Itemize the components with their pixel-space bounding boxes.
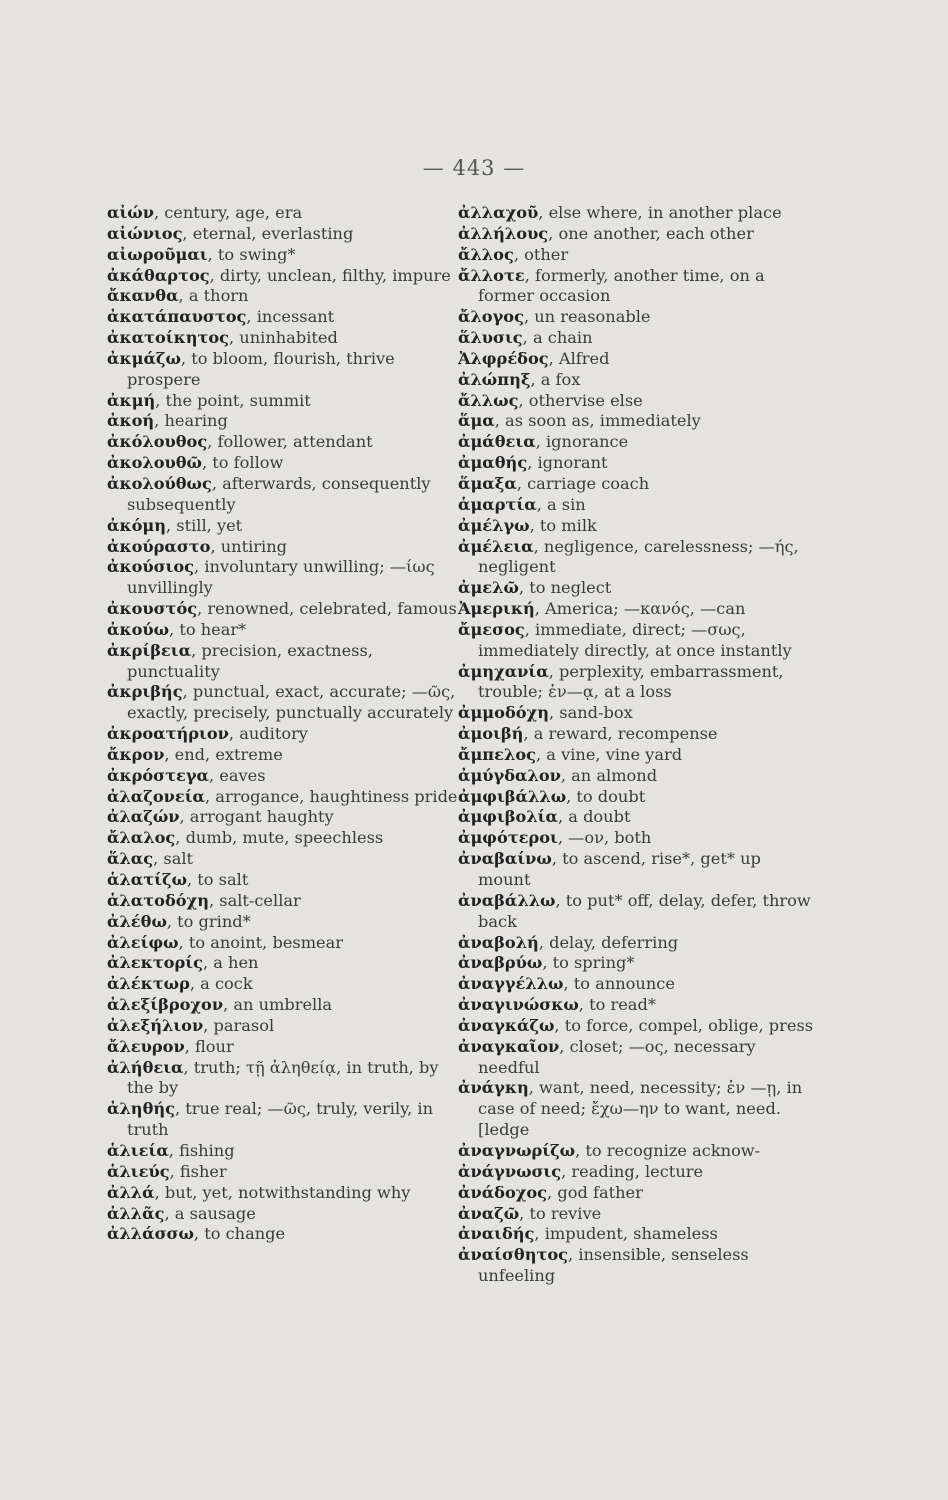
dictionary-entry — [458, 933, 818, 954]
dictionary-entry — [107, 328, 467, 349]
entry-gloss: , to grind* — [166, 911, 251, 931]
entry-gloss: , negligence, carelessness; —ής, negligent — [478, 536, 799, 577]
entry-gloss: , Alfred — [548, 348, 610, 368]
entry-gloss: , other — [513, 244, 569, 264]
entry-gloss: , dumb, mute, speechless — [175, 828, 384, 848]
dictionary-entry — [107, 870, 467, 891]
entry-headword: ἀκολούθως — [107, 473, 212, 493]
entry-gloss: , to force, compel, oblige, press — [554, 1015, 814, 1035]
entry-gloss: , to put* off, delay, defer, throw back — [478, 890, 811, 931]
entry-headword: ἀναγνωρίζω — [458, 1140, 576, 1160]
entry-gloss: , sand-box — [548, 703, 633, 723]
entry-headword: ἄλευρον — [107, 1036, 185, 1056]
dictionary-entry — [458, 1078, 818, 1141]
entry-gloss: , a fox — [530, 369, 581, 389]
dictionary-entry — [458, 432, 818, 453]
entry-headword: ἁλατίζω — [107, 870, 187, 889]
entry-headword: ἀκόμη — [107, 515, 167, 535]
entry-headword: ἅλυσις — [458, 328, 523, 348]
dictionary-entry — [107, 1162, 467, 1183]
entry-gloss: , untiring — [210, 536, 287, 556]
entry-headword: ἀναβαίνω — [458, 849, 552, 869]
entry-gloss: , to ascend, rise*, get* up mount — [478, 849, 761, 889]
dictionary-entry — [458, 474, 818, 495]
dictionary-entry — [107, 766, 467, 787]
entry-gloss: , to hear* — [169, 619, 247, 639]
entry-gloss: , auditory — [228, 724, 308, 744]
dictionary-entry — [458, 245, 818, 266]
entry-gloss: , flour — [184, 1036, 234, 1056]
dictionary-entry — [458, 1245, 818, 1287]
entry-gloss: , precision, exactness, punctuality — [127, 640, 373, 681]
entry-headword: ἀλαζονεία — [107, 786, 206, 806]
entry-gloss: , insensible, senseless unfeeling — [478, 1245, 749, 1286]
entry-headword: ἀμφότεροι — [458, 828, 558, 848]
entry-headword: ἀναιδής — [458, 1224, 535, 1244]
entry-headword: ἄλλως — [458, 390, 519, 410]
entry-headword: αἰώνιος — [107, 223, 183, 243]
dictionary-entry — [107, 307, 467, 328]
dictionary-entry — [107, 432, 467, 453]
entry-gloss: , eaves — [208, 765, 266, 785]
entry-gloss: , to anoint, besmear — [178, 932, 344, 952]
entry-gloss: , a doubt — [557, 807, 631, 827]
entry-headword: ἀναγγέλλω — [458, 974, 564, 994]
dictionary-entry — [458, 578, 818, 599]
page-number: — 443 — — [422, 156, 526, 180]
entry-headword: ἀναβολή — [458, 932, 539, 952]
dictionary-entry — [458, 849, 818, 891]
entry-gloss: , incessant — [246, 307, 335, 327]
entry-headword: ἀμαθής — [458, 453, 528, 473]
entry-gloss: , to milk — [529, 515, 597, 535]
dictionary-entry — [458, 516, 818, 537]
entry-headword: ἀκούω — [107, 619, 170, 639]
entry-gloss: , to recognize acknow- — [575, 1140, 761, 1160]
entry-gloss: , to doubt — [566, 786, 646, 806]
entry-headword: ἀμοιβή — [458, 724, 524, 744]
entry-headword: ἀκατάπαυστος — [107, 307, 247, 327]
dictionary-entry — [107, 1016, 467, 1037]
entry-headword: ἀμηχανία — [458, 661, 549, 681]
entry-headword: ἀμέλεια — [458, 536, 534, 556]
entry-headword: ἀλλᾶς — [107, 1203, 165, 1223]
entry-gloss: , a reward, recompense — [523, 724, 718, 744]
entry-headword: ἀλεκτορίς — [107, 953, 203, 973]
entry-gloss: , to bloom, flourish, thrive prospere — [127, 348, 395, 389]
dictionary-entry — [107, 203, 467, 224]
entry-headword: ἀλλαχοῦ — [458, 203, 539, 222]
entry-headword: ἅμαξα — [458, 473, 517, 493]
entry-headword: Ἀλφρέδος — [458, 348, 549, 368]
entry-headword: ἀλείφω — [107, 932, 179, 952]
entry-gloss: , reading, lecture — [561, 1161, 704, 1181]
entry-headword: αἰών — [107, 203, 154, 222]
entry-headword: ἀκροατήριον — [107, 724, 229, 744]
entry-gloss: , ignorant — [527, 453, 608, 473]
entry-headword: ἄλλος — [458, 244, 514, 264]
entry-headword: ἀκάθαρτος — [107, 265, 210, 285]
entry-gloss: , parasol — [203, 1015, 275, 1035]
dictionary-entry — [107, 995, 467, 1016]
entry-gloss: , god father — [547, 1182, 643, 1202]
left-column — [107, 203, 467, 1245]
entry-headword: ἀμύγδαλον — [458, 765, 561, 785]
dictionary-entry — [458, 974, 818, 995]
dictionary-entry — [458, 1037, 818, 1079]
entry-headword: ἄλογος — [458, 307, 524, 327]
entry-gloss: , America; —κανός, —can — [534, 599, 746, 619]
dictionary-entry — [458, 370, 818, 391]
entry-headword: ἀναβρύω — [458, 953, 543, 973]
entry-headword: ἁλιεία — [107, 1140, 169, 1160]
entry-headword: ἀμφιβάλλω — [458, 786, 567, 806]
entry-headword: ἀκρίβεια — [107, 640, 192, 660]
entry-gloss: , un reasonable — [523, 307, 651, 327]
entry-headword: ἀλλά — [107, 1182, 155, 1202]
dictionary-entry — [458, 745, 818, 766]
entry-headword: ἀκμάζω — [107, 348, 181, 368]
entry-gloss: , impudent, shameless — [534, 1224, 718, 1244]
dictionary-entry — [458, 537, 818, 579]
entry-gloss: , want, need, necessity; ἐν —ῃ, in case of need; ἔχω—ην to want, need. [ledge — [478, 1078, 803, 1140]
dictionary-entry — [458, 391, 818, 412]
entry-gloss: , uninhabited — [229, 328, 338, 348]
entry-gloss: , as soon as, immediately — [494, 411, 701, 431]
dictionary-entry — [458, 1204, 818, 1225]
dictionary-entry — [107, 474, 467, 516]
dictionary-entry — [458, 599, 818, 620]
entry-headword: ἄκρον — [107, 744, 165, 764]
entry-headword: ἀλλάσσω — [107, 1224, 194, 1244]
entry-gloss: , dirty, unclean, filthy, impure — [209, 265, 451, 285]
entry-gloss: , involuntary unwilling; —ίως unvillingly — [127, 557, 435, 598]
entry-headword: ἀνάγνωσις — [458, 1161, 562, 1181]
dictionary-entry — [107, 516, 467, 537]
entry-headword: ἀκούσιος — [107, 557, 195, 577]
entry-headword: ἁλιεύς — [107, 1161, 170, 1181]
dictionary-entry — [107, 1099, 467, 1141]
dictionary-entry — [458, 307, 818, 328]
entry-gloss: , afterwards, consequently subsequently — [127, 473, 431, 514]
dictionary-entry — [107, 411, 467, 432]
entry-gloss: , to revive — [519, 1203, 602, 1223]
entry-gloss: , immediate, direct; —σως, immediately directly, at once instantly — [478, 619, 792, 660]
dictionary-entry — [107, 1224, 467, 1245]
entry-headword: ἀλαζών — [107, 807, 180, 827]
dictionary-entry — [458, 203, 818, 224]
entry-headword: ἀμάθεια — [458, 432, 536, 452]
entry-gloss: , an umbrella — [223, 995, 333, 1015]
entry-gloss: , the point, summit — [155, 390, 311, 410]
entry-gloss: , to salt — [187, 870, 249, 889]
entry-headword: ἀκρόστεγα — [107, 765, 209, 785]
entry-gloss: , an almond — [560, 765, 658, 785]
entry-headword: ἀλέκτωρ — [107, 974, 190, 994]
entry-headword: ἀμέλγω — [458, 515, 530, 535]
entry-headword: ἀκολουθῶ — [107, 453, 202, 473]
entry-gloss: , true real; —ῶς, truly, verily, in truth — [127, 1099, 434, 1140]
dictionary-entry — [107, 245, 467, 266]
entry-gloss: , fishing — [168, 1140, 235, 1160]
entry-headword: ἄμεσος — [458, 619, 525, 639]
dictionary-entry — [458, 703, 818, 724]
entry-gloss: , still, yet — [166, 515, 243, 535]
entry-headword: ἄλλοτε — [458, 265, 525, 285]
entry-headword: ἄκανθα — [107, 286, 179, 306]
entry-headword: ἁλατοδόχη — [107, 890, 209, 910]
dictionary-entry — [107, 828, 467, 849]
entry-headword: αἰωροῦμαι — [107, 244, 208, 264]
entry-gloss: , one another, each other — [548, 223, 754, 243]
entry-headword: ἀλήθεια — [107, 1057, 184, 1077]
dictionary-entry — [458, 328, 818, 349]
dictionary-entry — [107, 724, 467, 745]
entry-gloss: , a hen — [202, 953, 259, 973]
entry-headword: ἀμελῶ — [458, 578, 519, 598]
dictionary-entry — [458, 411, 818, 432]
dictionary-entry — [458, 266, 818, 308]
entry-headword: ἀναζῶ — [458, 1203, 520, 1223]
dictionary-entry — [107, 933, 467, 954]
dictionary-entry — [107, 391, 467, 412]
entry-headword: ἄλαλος — [107, 828, 176, 848]
dictionary-entry — [458, 995, 818, 1016]
dictionary-entry — [458, 1016, 818, 1037]
entry-headword: ἄμπελος — [458, 744, 536, 764]
entry-gloss: , to announce — [563, 974, 675, 994]
entry-gloss: , to neglect — [518, 578, 612, 598]
dictionary-entry — [107, 682, 467, 724]
entry-gloss: , to swing* — [207, 244, 296, 264]
entry-gloss: , hearing — [154, 411, 228, 431]
entry-headword: ἀνάγκη — [458, 1078, 529, 1098]
dictionary-entry — [107, 953, 467, 974]
entry-gloss: , a vine, vine yard — [536, 744, 683, 764]
entry-gloss: , a sin — [536, 494, 586, 514]
entry-gloss: , to change — [193, 1224, 286, 1244]
entry-gloss: , a thorn — [178, 286, 249, 306]
entry-gloss: , but, yet, notwithstanding why — [154, 1182, 411, 1202]
entry-gloss: , fisher — [169, 1161, 227, 1181]
dictionary-entry — [107, 1058, 467, 1100]
dictionary-entry — [107, 266, 467, 287]
entry-headword: ἅμα — [458, 411, 495, 431]
entry-headword: ἀλλήλους — [458, 223, 549, 243]
entry-gloss: , a chain — [522, 328, 593, 348]
dictionary-entry — [458, 1141, 818, 1162]
entry-gloss: , othervise else — [518, 390, 643, 410]
dictionary-entry — [107, 599, 467, 620]
entry-headword: ἀκμή — [107, 390, 156, 410]
dictionary-entry — [458, 495, 818, 516]
dictionary-entry — [107, 620, 467, 641]
entry-gloss: , arrogant haughty — [179, 807, 334, 827]
right-column — [458, 203, 818, 1287]
entry-gloss: , to spring* — [542, 953, 635, 973]
entry-gloss: , formerly, another time, on a former occasion — [478, 265, 765, 306]
entry-gloss: , perplexity, embarrassment, trouble; ἐν—ᾳ, at a loss — [478, 661, 784, 702]
entry-headword: ἀναγινώσκω — [458, 995, 579, 1015]
entry-headword: ἀκούραστο — [107, 536, 211, 556]
dictionary-entry — [107, 537, 467, 558]
entry-gloss: , —ον, both — [557, 828, 652, 848]
dictionary-entry — [458, 828, 818, 849]
dictionary-entry — [107, 557, 467, 599]
dictionary-entry — [458, 1183, 818, 1204]
dictionary-entry — [458, 953, 818, 974]
entry-gloss: , a sausage — [164, 1203, 256, 1223]
dictionary-entry — [458, 1162, 818, 1183]
entry-headword: ἀκόλουθος — [107, 432, 208, 452]
entry-headword: ἀλεξήλιον — [107, 1015, 204, 1035]
entry-headword: ἀνάδοχος — [458, 1182, 548, 1202]
dictionary-entry — [107, 286, 467, 307]
dictionary-entry — [458, 224, 818, 245]
dictionary-entry — [458, 787, 818, 808]
dictionary-entry — [107, 1183, 467, 1204]
dictionary-entry — [458, 349, 818, 370]
entry-headword: ἀληθής — [107, 1099, 175, 1119]
entry-headword: ἀκοή — [107, 411, 155, 431]
dictionary-entry — [107, 349, 467, 391]
entry-gloss: , to read* — [578, 995, 656, 1015]
dictionary-entry — [458, 891, 818, 933]
entry-headword: ἅλας — [107, 849, 154, 869]
dictionary-entry — [107, 912, 467, 933]
entry-headword: ἁμαρτία — [458, 494, 537, 514]
entry-headword: ἀναγκαῖον — [458, 1036, 560, 1056]
entry-headword: Ἀμερική — [458, 599, 535, 619]
entry-headword: ἀναγκάζω — [458, 1015, 555, 1035]
dictionary-entry — [458, 807, 818, 828]
entry-headword: ἀκατοίκητος — [107, 328, 230, 348]
dictionary-entry — [107, 787, 467, 808]
dictionary-entry — [458, 724, 818, 745]
entry-gloss: , ignorance — [535, 432, 629, 452]
entry-headword: ἀκουστός — [107, 599, 198, 619]
dictionary-entry — [107, 641, 467, 683]
dictionary-entry — [107, 1141, 467, 1162]
entry-headword: ἀλέθω — [107, 911, 167, 931]
entry-headword: ἀκριβής — [107, 682, 183, 702]
entry-headword: ἀμμοδόχη — [458, 703, 549, 723]
entry-gloss: , closet; —ος, necessary needful — [478, 1036, 756, 1077]
dictionary-entry — [458, 1224, 818, 1245]
entry-gloss: , delay, deferring — [538, 932, 679, 952]
entry-gloss: , salt — [153, 849, 194, 869]
entry-headword: ἀλώπηξ — [458, 369, 531, 389]
entry-gloss: , else where, in another place — [538, 203, 782, 222]
entry-gloss: , a cock — [189, 974, 253, 994]
dictionary-entry — [458, 662, 818, 704]
entry-gloss: , renowned, celebrated, famous — [197, 599, 457, 619]
dictionary-entry — [458, 620, 818, 662]
dictionary-entry — [107, 974, 467, 995]
entry-gloss: , end, extreme — [164, 744, 283, 764]
dictionary-entry — [458, 766, 818, 787]
entry-gloss: , arrogance, haughtiness pride — [205, 786, 458, 806]
dictionary-entry — [107, 891, 467, 912]
dictionary-entry — [107, 1204, 467, 1225]
entry-gloss: , carriage coach — [516, 473, 650, 493]
entry-gloss: , to follow — [201, 453, 284, 473]
entry-headword: ἀναβάλλω — [458, 890, 556, 910]
entry-gloss: , eternal, everlasting — [182, 223, 354, 243]
entry-gloss: , follower, attendant — [207, 432, 373, 452]
dictionary-entry — [107, 1037, 467, 1058]
dictionary-entry — [107, 807, 467, 828]
dictionary-entry — [458, 453, 818, 474]
entry-headword: ἀλεξίβροχον — [107, 995, 224, 1015]
entry-gloss: , truth; τῇ ἀληθείᾳ, in truth, by the by — [127, 1057, 439, 1098]
entry-headword: ἀναίσθητος — [458, 1245, 569, 1265]
entry-headword: ἀμφιβολία — [458, 807, 558, 827]
dictionary-entry — [107, 745, 467, 766]
dictionary-entry — [107, 224, 467, 245]
dictionary-entry — [107, 849, 467, 870]
entry-gloss: , punctual, exact, accurate; —ῶς, exactly, precisely, punctually accurately — [127, 682, 456, 723]
entry-gloss: , century, age, era — [153, 203, 303, 222]
dictionary-entry — [107, 453, 467, 474]
entry-gloss: , salt-cellar — [208, 890, 301, 910]
